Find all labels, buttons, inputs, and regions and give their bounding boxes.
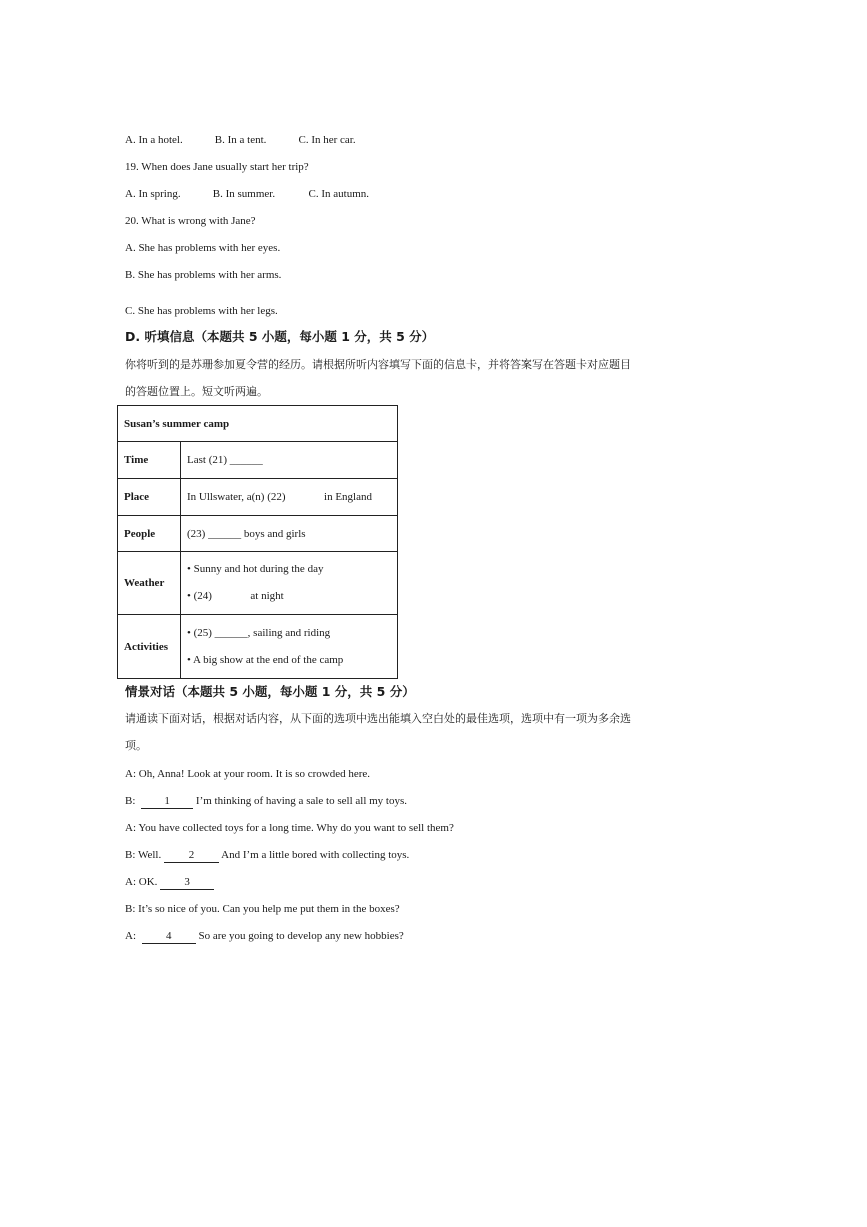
dialogue-prefix: Well.: [137, 849, 162, 861]
answer-blank-3[interactable]: 3: [160, 875, 214, 890]
row-value-weather: [181, 552, 398, 615]
dialogue-line-4: [125, 848, 409, 863]
answer-blank-1[interactable]: 1: [141, 794, 193, 809]
table-row: [118, 479, 398, 516]
q20-option-c: C. She has problems with her legs.: [125, 305, 278, 317]
answer-blank-2[interactable]: 2: [164, 848, 219, 863]
dialogue-line-1: [125, 767, 370, 781]
table-row: [118, 615, 398, 679]
q19-option-b: B. In summer.: [212, 188, 276, 200]
q19-option-c: C. In autumn.: [308, 188, 369, 200]
dialogue-line-2: [125, 794, 407, 809]
dialogue-text: Oh, Anna! Look at your room. It is so crowded here.: [138, 768, 371, 780]
dialogue-prefix: OK.: [138, 876, 158, 888]
dialogue-text: You have collected toys for a long time. Why do you want to sell them?: [138, 822, 454, 834]
row-label-weather: Weather: [118, 552, 181, 615]
speaker: B:: [125, 849, 136, 861]
dialogue-line-7: [125, 929, 404, 944]
row-label-people: People: [118, 516, 181, 552]
info-card-table: [117, 405, 398, 679]
dialogue-heading: 情景对话（本题共 5 小题，每小题 1 分，共 5 分）: [125, 684, 415, 699]
info-card-title: Susan’s summer camp: [118, 406, 398, 442]
q18-option-a: A. In a hotel.: [125, 134, 183, 146]
q19-option-a: A. In spring.: [125, 188, 181, 200]
speaker: A:: [125, 768, 136, 780]
row-label-activities: Activities: [118, 615, 181, 679]
section-d-heading: D. 听填信息（本题共 5 小题，每小题 1 分，共 5 分）: [125, 329, 435, 344]
speaker: A:: [125, 876, 136, 888]
speaker: A:: [125, 822, 136, 834]
q20-question: 20. What is wrong with Jane?: [125, 215, 256, 227]
speaker: B:: [125, 795, 136, 807]
q20-option-a: A. She has problems with her eyes.: [125, 242, 281, 254]
dialogue-text: It’s so nice of you. Can you help me put them in the boxes?: [138, 903, 400, 915]
weather-line-2: • (24) at night: [187, 590, 284, 602]
activities-line-1: • (25) ______, sailing and riding: [187, 626, 331, 639]
q18-option-c: C. In her car.: [298, 134, 356, 146]
row-value-people: (23) ______ boys and girls: [181, 516, 398, 552]
q19-options: [125, 187, 369, 201]
dialogue-text: So are you going to develop any new hobbies?: [198, 930, 404, 942]
table-row: [118, 552, 398, 615]
q18-option-b: B. In a tent.: [214, 134, 267, 146]
dialogue-instruction-1: 请通读下面对话，根据对话内容，从下面的选项中选出能填入空白处的最佳选项，选项中有一项为多余选: [125, 712, 631, 725]
answer-blank-4[interactable]: 4: [142, 929, 196, 944]
dialogue-text: I’m thinking of having a sale to sell all my toys.: [195, 795, 408, 807]
q20-option-b: B. She has problems with her arms.: [125, 269, 282, 281]
q19-question: 19. When does Jane usually start her trip?: [125, 161, 309, 173]
q18-options: [125, 133, 356, 147]
section-d-instruction-2: 的答题位置上。短文听两遍。: [125, 385, 268, 398]
activities-line-2: • A big show at the end of the camp: [187, 653, 344, 666]
dialogue-line-6: [125, 902, 400, 916]
dialogue-line-5: [125, 875, 214, 890]
dialogue-text: And I’m a little bored with collecting toys.: [221, 849, 410, 861]
row-value-activities: [181, 615, 398, 679]
row-label-place: Place: [118, 479, 181, 516]
dialogue-line-3: [125, 821, 454, 835]
speaker: A:: [125, 930, 136, 942]
table-row: [118, 516, 398, 552]
section-d-instruction-1: 你将听到的是苏珊参加夏令营的经历。请根据所听内容填写下面的信息卡，并将答案写在答题卡对应题目: [125, 358, 631, 371]
row-value-time: Last (21) ______: [181, 442, 398, 479]
weather-line-1: • Sunny and hot during the day: [187, 563, 324, 575]
row-value-place: In Ullswater, a(n) (22) in England: [181, 479, 398, 516]
speaker: B:: [125, 903, 136, 915]
table-row: [118, 442, 398, 479]
row-label-time: Time: [118, 442, 181, 479]
dialogue-instruction-2: 项。: [125, 739, 147, 752]
